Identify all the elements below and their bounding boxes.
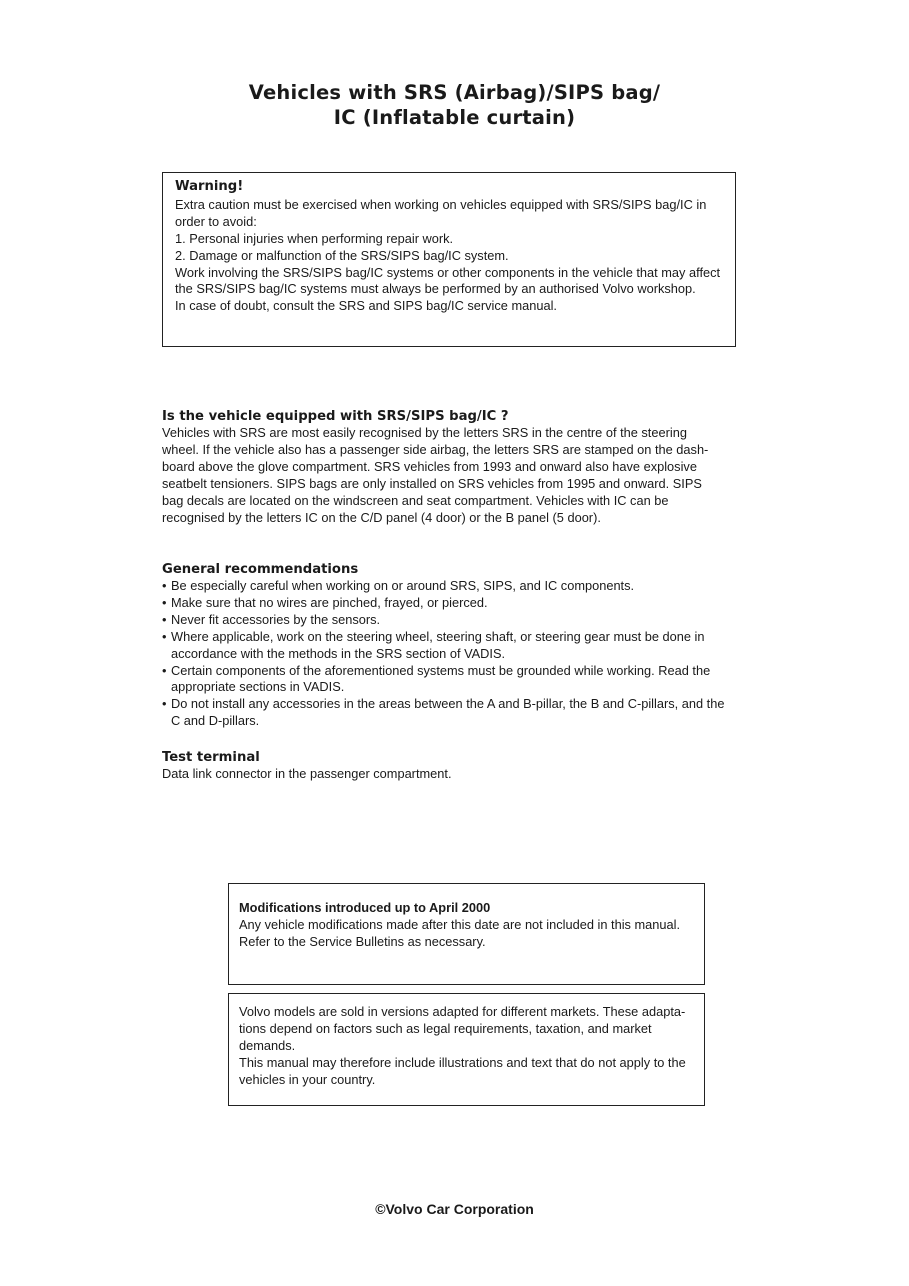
warning-text-line: Extra caution must be exercised when working on vehicles equipped with SRS/SIPS bag/IC in [175, 196, 707, 212]
paragraph-line: Data link connector in the passenger compartment. [162, 766, 452, 781]
recommendation-text: Certain components of the aforementioned systems must be grounded while working. Read the [171, 662, 711, 678]
warning-box [162, 172, 736, 347]
markets-box [228, 993, 705, 1106]
bullet-icon: • [162, 578, 167, 593]
bullet-icon: • [162, 662, 167, 678]
paragraph-line: Vehicles with SRS are most easily recognised by the letters SRS in the centre of the steering [162, 425, 687, 440]
section-equipped [162, 408, 737, 526]
warning-heading: Warning! [175, 179, 244, 194]
recommendation-text: Be especially careful when working on or around SRS, SIPS, and IC components. [171, 578, 635, 593]
markets-text-line: vehicles in your country. [239, 1071, 376, 1087]
markets-text-line: demands. [239, 1037, 296, 1053]
copyright-footer: ©Volvo Car Corporation [375, 1201, 534, 1217]
warning-text-line: order to avoid: [175, 213, 257, 229]
section-recommendations [162, 561, 737, 730]
section-heading-test-terminal: Test terminal [162, 750, 260, 765]
markets-text-line: Volvo models are sold in versions adapted for different markets. These adapta- [239, 1004, 686, 1019]
warning-text-line: 2. Damage or malfunction of the SRS/SIPS bag/IC system. [175, 247, 509, 263]
recommendation-text: C and D-pillars. [171, 713, 260, 729]
section-heading-recommendations: General recommendations [162, 562, 359, 577]
recommendation-item [162, 578, 737, 595]
page-title-line-1: Vehicles with SRS (Airbag)/SIPS bag/ [248, 81, 661, 104]
paragraph-line: board above the glove compartment. SRS vehicles from 1993 and onward also have explosive [162, 458, 697, 474]
bullet-icon: • [162, 696, 167, 712]
paragraph-line: wheel. If the vehicle also has a passenger side airbag, the letters SRS are stamped on the dash- [162, 441, 709, 457]
recommendation-text: accordance with the methods in the SRS section of VADIS. [171, 645, 506, 661]
bullet-icon: • [162, 594, 167, 610]
recommendation-text: appropriate sections in VADIS. [171, 679, 345, 695]
bullet-icon: • [162, 628, 167, 644]
recommendation-text: Make sure that no wires are pinched, frayed, or pierced. [171, 594, 488, 610]
paragraph-line: bag decals are located on the windscreen and seat compartment. Vehicles with IC can be [162, 492, 669, 508]
recommendation-item [162, 595, 737, 612]
modifications-text-line: Refer to the Service Bulletins as necessary. [239, 933, 486, 949]
modifications-box [228, 883, 705, 985]
recommendation-text: Where applicable, work on the steering wheel, steering shaft, or steering gear must be done in [171, 628, 705, 644]
recommendation-item [162, 663, 737, 697]
markets-text-line: tions depend on factors such as legal requirements, taxation, and market [239, 1020, 652, 1036]
paragraph-line: recognised by the letters IC on the C/D panel (4 door) or the B panel (5 door). [162, 509, 601, 525]
modifications-text-line: Any vehicle modifications made after this date are not included in this manual. [239, 916, 681, 932]
recommendation-text: Never fit accessories by the sensors. [171, 611, 381, 627]
page-title-line-2: IC (Inflatable curtain) [333, 106, 576, 129]
recommendation-item [162, 629, 737, 663]
paragraph-line: seatbelt tensioners. SIPS bags are only installed on SRS vehicles from 1995 and onward. SIPS [162, 475, 702, 491]
bullet-icon: • [162, 611, 167, 627]
modifications-heading: Modifications introduced up to April 2000 [239, 900, 491, 915]
recommendation-item [162, 612, 737, 629]
markets-text-line: This manual may therefore include illustrations and text that do not apply to the [239, 1054, 686, 1070]
warning-text-line: In case of doubt, consult the SRS and SIPS bag/IC service manual. [175, 298, 557, 314]
recommendation-item [162, 696, 737, 730]
recommendation-text: Do not install any accessories in the areas between the A and B-pillar, the B and C-pillars, and the [171, 696, 725, 712]
warning-text-line: 1. Personal injuries when performing repair work. [175, 230, 454, 246]
section-heading-equipped: Is the vehicle equipped with SRS/SIPS bag/IC ? [162, 409, 509, 424]
warning-text-line: Work involving the SRS/SIPS bag/IC systems or other components in the vehicle that may affect [175, 264, 721, 280]
page-title [0, 80, 909, 130]
section-test-terminal [162, 749, 737, 783]
warning-text-line: the SRS/SIPS bag/IC systems must always be performed by an authorised Volvo workshop. [175, 281, 696, 297]
